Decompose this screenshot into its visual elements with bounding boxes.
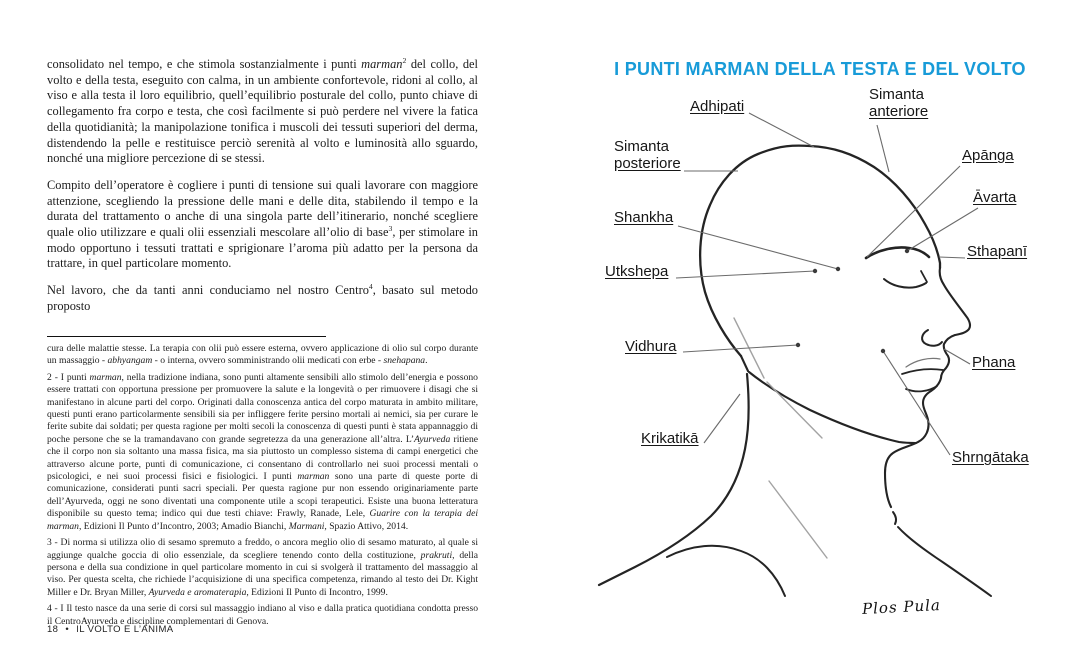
leader-line-adhipati — [749, 113, 814, 147]
neck-muscle-line-lower — [769, 481, 827, 558]
marman-label-text: Simanta — [869, 86, 925, 103]
jaw-line — [749, 372, 916, 443]
upper-lip-line — [906, 358, 940, 367]
point-dot-avarta — [905, 249, 909, 253]
point-dot-vidhura — [796, 343, 800, 347]
leader-line-vidhura — [683, 345, 798, 352]
marman-label-krikatika — [641, 430, 699, 447]
mouth-line — [902, 369, 943, 374]
marman-label-text: Shankha — [614, 209, 674, 226]
marman-label-adhipati — [690, 98, 744, 115]
neck-muscle-line-upper — [767, 382, 822, 438]
nostril — [922, 330, 942, 346]
footnote: 4 - I Il testo nasce da una serie di corsi sul massaggio indiano al viso e dalla pratica quotidiana condotta presso il CentroAyurveda e discipline complementari di Genova. — [47, 603, 478, 627]
marman-label-text: Āvarta — [973, 189, 1017, 206]
marman-label-text: posteriore — [614, 155, 681, 172]
point-dot-shrngataka — [881, 349, 885, 353]
marman-label-text: Utkshepa — [605, 263, 669, 280]
diagram-title: I PUNTI MARMAN DELLA TESTA E DEL VOLTO — [614, 59, 1026, 80]
marman-label-text: Vidhura — [625, 338, 677, 355]
marman-label-shrngataka — [952, 449, 1029, 466]
leader-line-apanga — [867, 166, 960, 257]
ear-notch — [741, 356, 748, 371]
point-dot-utkshepa — [813, 269, 817, 273]
marman-label-shankha — [614, 209, 673, 226]
illustrator-signature: Plos Pula — [861, 595, 942, 619]
marman-label-simanta-anteriore — [869, 86, 928, 120]
leader-line-sthapani — [939, 257, 965, 258]
leader-line-shrngataka — [883, 351, 950, 455]
marman-label-utkshepa — [605, 263, 668, 280]
marman-label-simanta-posteriore — [614, 138, 681, 172]
eyelash-tick — [921, 271, 927, 282]
leader-line-shankha — [678, 226, 838, 269]
marman-label-text: Simanta — [614, 138, 670, 155]
leader-line-krikatika — [704, 394, 740, 443]
footnote: 3 - Di norma si utilizza olio di sesamo spremuto a freddo, o ancora meglio olio di sesamo maturato, al quale si aggiunge qualche goccia di olio essenziale, da scegliere tenendo conto della costituzione, prakruti, della persona e della sua condizione in quel particolare momento in cui si svolgerà il trattamento del massaggio al viso. Per questa scelta, che richiede l’acquisizione di una specifica competenza, rimando al testo dei Dr. Kight Miller e Dr. Bryan Miller, Ayurveda e aromaterapia, Edizioni Il Punto di Incontro, 1999. — [47, 537, 478, 598]
marman-label-phana — [972, 354, 1015, 371]
body-paragraph: Nel lavoro, che da tanti anni conduciamo nel nostro Centro$^4$, basato sul metodo proposto — [47, 282, 478, 313]
marman-label-avarta — [973, 189, 1016, 206]
throat-line — [898, 527, 991, 596]
head-outline — [700, 146, 940, 356]
body-paragraph: consolidato nel tempo, e che stimola sostanzialmente i punti marman$^2$ del collo, del volto e della testa, eseguito con calma, in un ambiente confortevole, ridoni al collo, al viso e alla testa il loro equilibrio, quell’equilibrio posturale del collo, punto chiave di collegamento fra corpo e testa, che così facilmente si può perdere nel vivere la fatica della quotidianità; la manipolazione tonifica i muscoli dei tessuti superiori del derma, distendendo la pelle e restituisce perciò serenità al volto e luminosità allo sguardo, nonché una migliore percezione di se stessi. — [47, 55, 478, 166]
body-paragraph: Compito dell’operatore è cogliere i punti di tensione sui quali lavorare con maggiore attenzione, scegliendo la pressione delle mani e delle dita, stabilendo il tempo e la durata del trattamento o anche di una singola parte dell’itinerario, nonché scegliere quale olio utilizzare e quali olii essenziali mescolare all’olio di base$^3$, per stimolare in modo opportuno i tessuti trattati e sprigionare l’aroma più adatto per la persona da trattare, in quel particolare momento. — [47, 177, 478, 271]
leader-line-simanta-anteriore — [877, 125, 889, 172]
page-number: 18 — [47, 624, 59, 635]
marman-label-text: Phana — [972, 354, 1016, 371]
marman-label-text: Sthapanī — [967, 243, 1028, 260]
marman-label-apanga — [962, 147, 1014, 164]
closed-eye — [884, 279, 926, 288]
leader-lines-layer — [676, 113, 978, 455]
marman-label-sthapani — [967, 243, 1027, 260]
footnote: 2 - I punti marman, nella tradizione indiana, sono punti altamente sensibili allo stimolo dell’energia e possono essere trattati con opportuna pressione per promuovere la salute e la longevità o per rimuovere i disagi che si manifestano in alcune parti del corpo. Originati dalla conoscenza antica del corpo maturata in ambito militare, questi punti erano particolarmente sensibili sia per infliggere ferite persino mortali ai nemici, sia per curare le ferite subite dai soldati; per questa ragione per molti secoli la conoscenza di questi punti è stata appannaggio di poche persone che se la tramandavano con grande segretezza da una generazione all’altra. L’Ayurveda ritiene che il corpo non sia soltanto una massa fisica, ma sia piuttosto un complesso sistema di campi energetici che attraverso alcune porte, punti di comunicazione, ci consentano di controllarlo nei suoi processi mentali o psicologici, e nei suoi processi fisici e fisiologici. I punti marman sono una parte di queste porte di comunicazione, considerati punti sacri speciali. Per questa ragione pur non essendo originariamente parte dell’Ayurveda, oggi ne sono diventati una componente utile a scopi terapeutici. Esiste una buona letteratura disponibile su questo tema; indico qui due testi chiave: Frawly, Ranade, Lele, Guarire con la terapia dei marman, Edizioni Il Punto d’Incontro, 2003; Amadio Bianchi, Marmani, Spazio Attivo, 2014. — [47, 371, 478, 532]
point-dot-shankha — [836, 267, 840, 271]
footer-bullet: • — [65, 624, 70, 635]
marman-label-text: Adhipati — [690, 98, 745, 115]
footnote: cura delle malattie stesse. La terapia con olii può essere esterna, ovvero applicazione di olio sul corpo durante un massaggio - abhyangam - o interna, ovvero somministrando olii medicati con erbe - snehapana. — [47, 343, 478, 367]
leader-line-utkshepa — [676, 271, 815, 278]
marman-label-text: Apānga — [962, 147, 1014, 164]
marman-label-text: anteriore — [869, 103, 929, 120]
marman-label-text: Shrngātaka — [952, 449, 1029, 466]
marman-label-text: Krikatikā — [641, 430, 699, 447]
adams-apple — [893, 512, 896, 524]
book-title: IL VOLTO E L’ANIMA — [76, 624, 174, 635]
collarbone-line — [667, 546, 785, 596]
marman-label-vidhura — [625, 338, 676, 355]
face-profile — [885, 268, 970, 507]
